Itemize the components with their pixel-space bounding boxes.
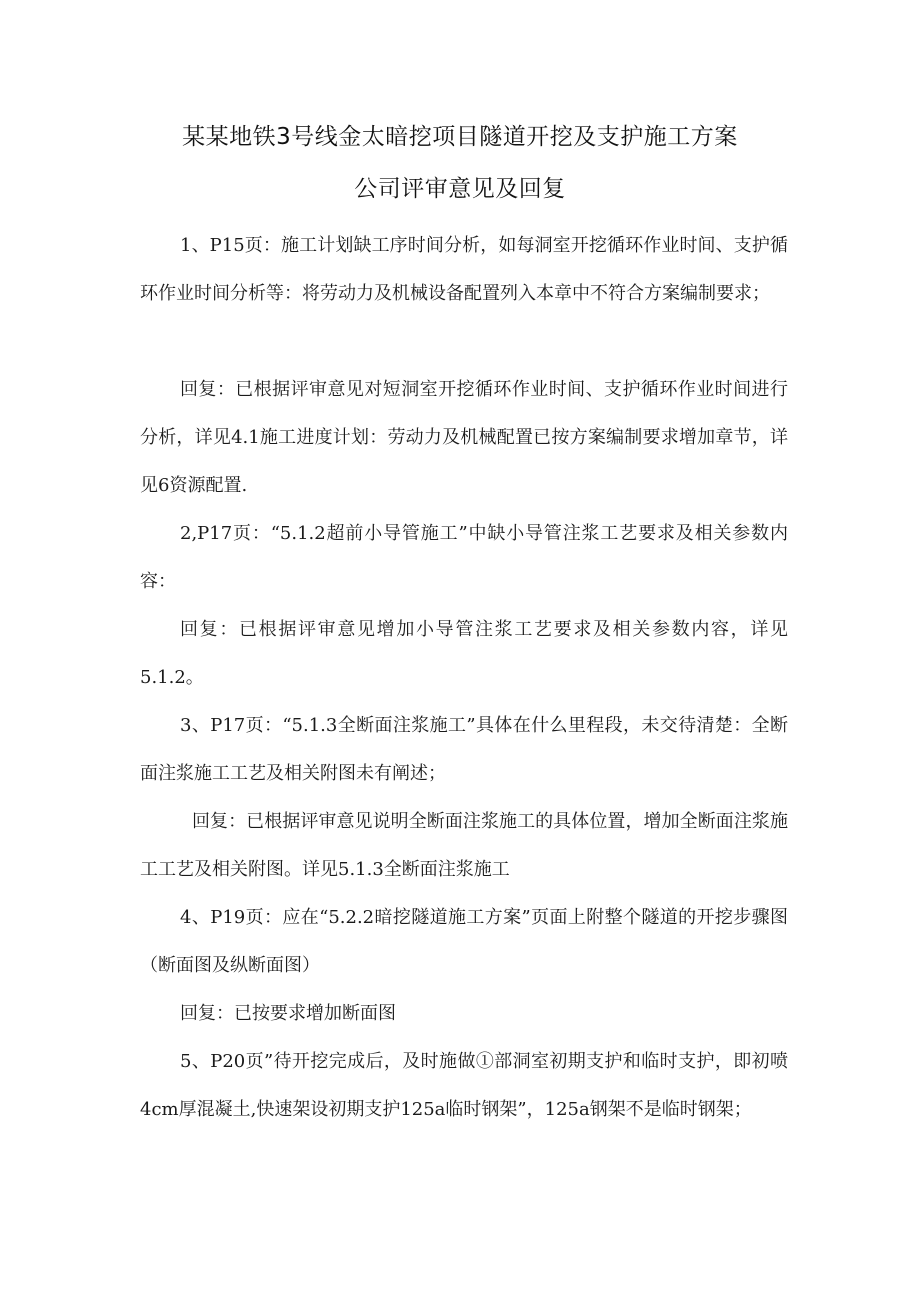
reply-3: 回复：已根据评审意见说明全断面注浆施工的具体位置，增加全断面注浆施工工艺及相关附图。详见5.1.3全断面注浆施工 bbox=[140, 811, 788, 880]
review-comment-2: 2,P17页：“5.1.2超前小导管施工”中缺小导管注浆工艺要求及相关参数内容： bbox=[140, 523, 788, 592]
document-title: 某某地铁3号线金太暗挖项目隧道开挖及支护施工方案 bbox=[182, 124, 738, 150]
review-comment-1: 1、P15页：施工计划缺工序时间分析，如每洞室开挖循环作业时间、支护循环作业时间分析等：将劳动力及机械设备配置列入本章中不符合方案编制要求； bbox=[140, 235, 788, 304]
reply-2: 回复：已根据评审意见增加小导管注浆工艺要求及相关参数内容，详见5.1.2。 bbox=[140, 619, 788, 688]
review-comment-4: 4、P19页：应在“5.2.2暗挖隧道施工方案”页面上附整个隧道的开挖步骤图（断面图及纵断面图） bbox=[140, 907, 788, 976]
reply-4: 回复：已按要求增加断面图 bbox=[180, 1003, 396, 1024]
review-comment-5: 5、P20页”待开挖完成后，及时施做①部洞室初期支护和临时支护，即初喷4cm厚混凝土,快速架设初期支护125a临时钢架”，125a钢架不是临时钢架； bbox=[140, 1051, 788, 1120]
review-comment-3: 3、P17页：“5.1.3全断面注浆施工”具体在什么里程段，未交待清楚：全断面注浆施工工艺及相关附图未有阐述； bbox=[140, 715, 788, 784]
reply-1: 回复：已根据评审意见对短洞室开挖循环作业时间、支护循环作业时间进行分析，详见4.1施工进度计划：劳动力及机械配置已按方案编制要求增加章节，详见6资源配置. bbox=[140, 379, 788, 496]
document-subtitle: 公司评审意见及回复 bbox=[354, 176, 566, 202]
